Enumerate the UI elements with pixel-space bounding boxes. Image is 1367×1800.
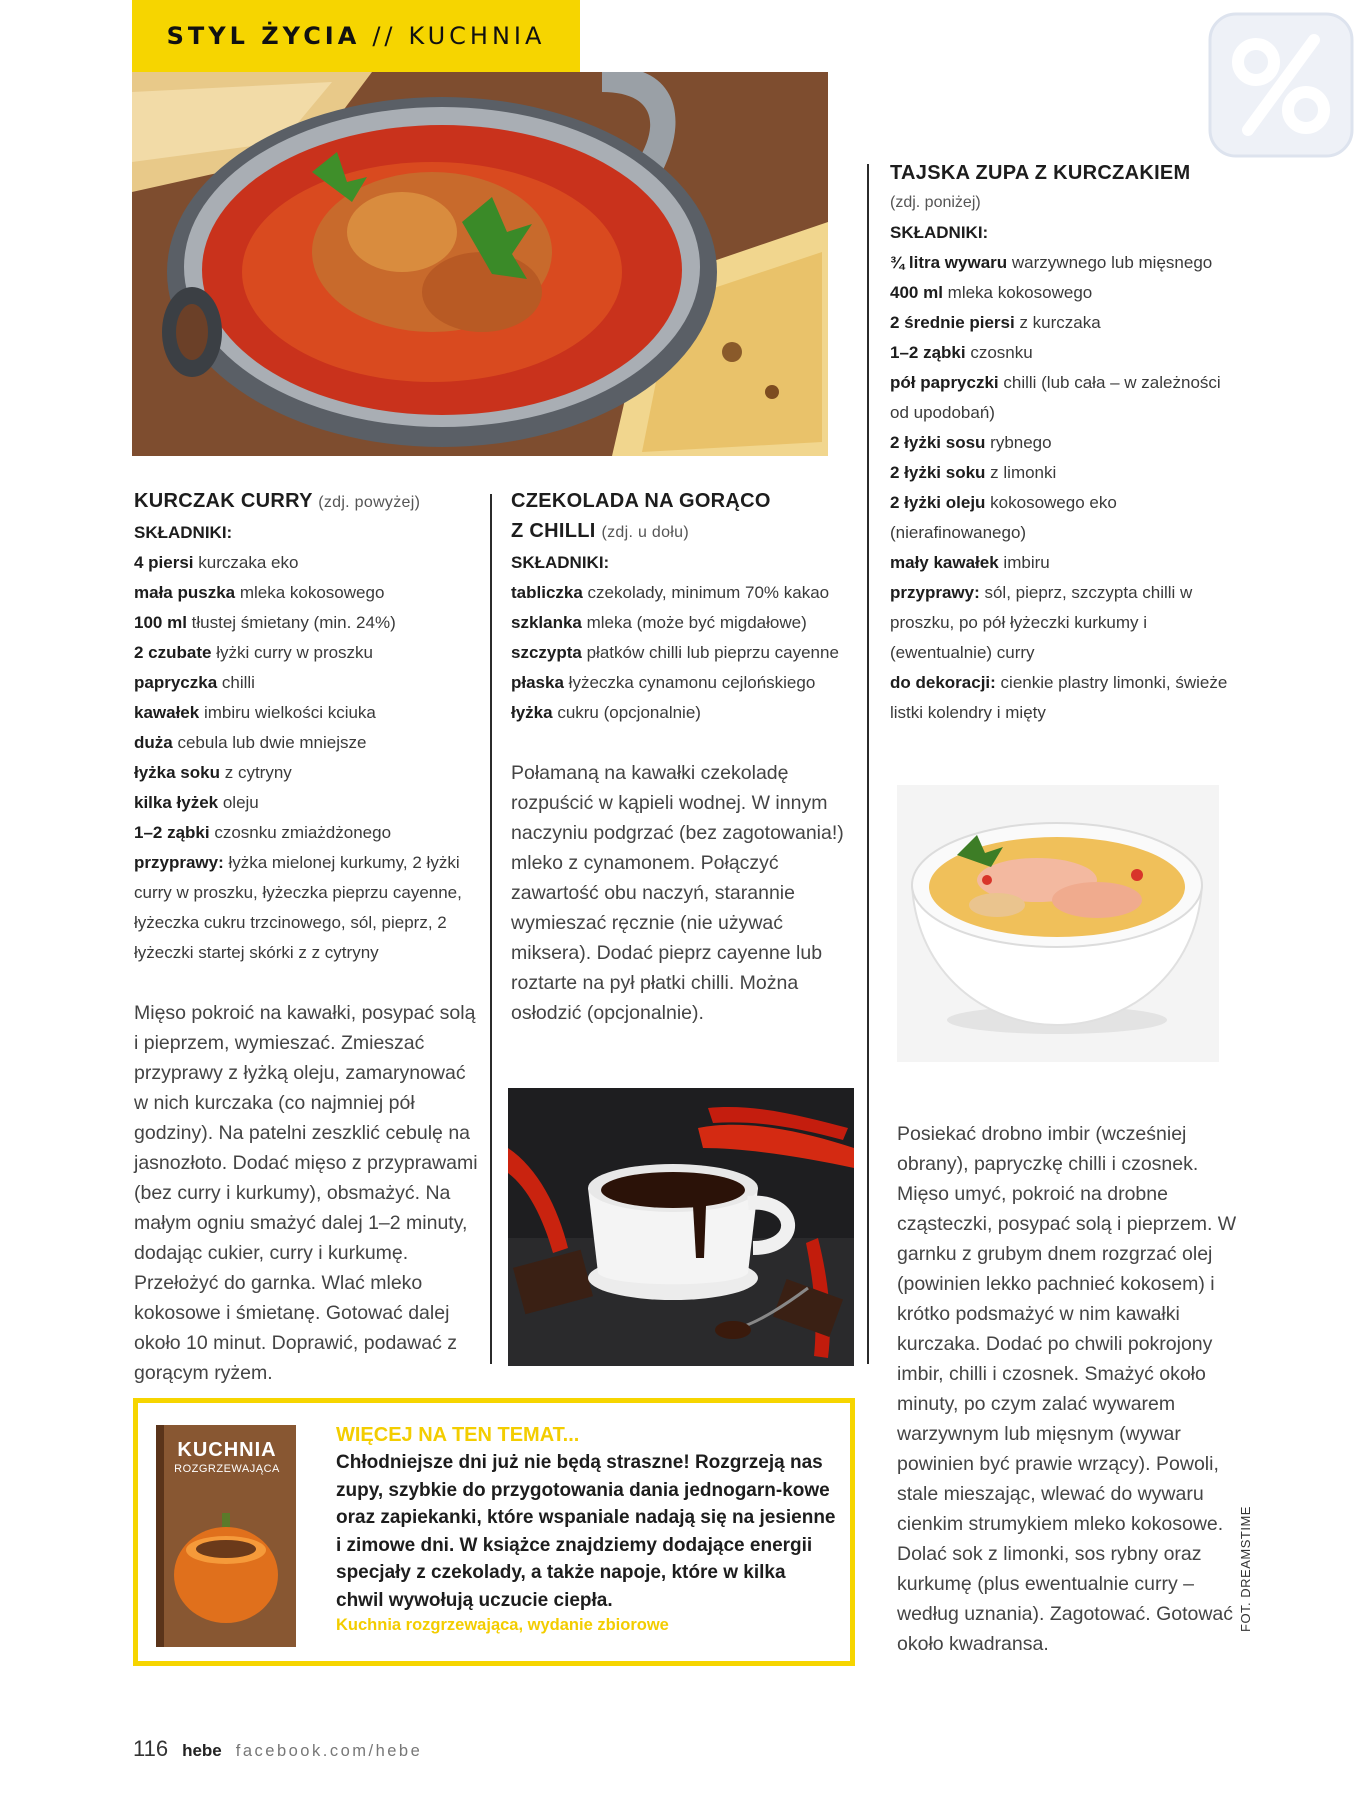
ingredient: szczypta płatków chilli lub pieprzu cayenne (511, 643, 839, 662)
percent-logo-icon (1206, 10, 1356, 160)
column-divider (490, 494, 492, 1364)
magazine-logo: hebe (182, 1741, 222, 1760)
section-name: STYL ŻYCIA (166, 22, 361, 50)
ingredient: 400 ml mleka kokosowego (890, 283, 1093, 302)
ingredient: tabliczka czekolady, minimum 70% kakao (511, 583, 830, 602)
ingredient: pół papryczki chilli (lub cała – w zależności od upodobań) (890, 373, 1221, 422)
recipe-title-line1: CZEKOLADA NA GORĄCO (511, 490, 771, 512)
ingredient: 1–2 ząbki czosnku zmiażdżonego (134, 823, 392, 842)
subsection-name: KUCHNIA (408, 22, 546, 50)
recipe-method: Mięso pokroić na kawałki, posypać solą i pieprzem, wymieszać. Zmieszać przyprawy z łyżką oleju, zamarynować w nich kurczaka (co najmniej pół godziny). Na patelni zeszklić cebulę na jasnozłoto. Dodać mięso z przyprawami (bez curry i kurkumy), obsmażyć. Na małym ogniu smażyć dalej 1–2 minuty, dodając cukier, curry i kurkumę. Przełożyć do garnka. Wlać mleko kokosowe i śmietanę. Gotować dalej około 10 minut. Doprawić, podawać z gorącym ryżem. (134, 1002, 478, 1384)
ingredients-label: SKŁADNIKI: (134, 523, 233, 542)
ingredient: przyprawy: łyżka mielonej kurkumy, 2 łyżki curry w proszku, łyżeczka pieprzu cayenne, łyżeczka cukru trzcinowego, sól, pieprz, 2 łyżeczki startej skórki z z cytryny (134, 853, 462, 962)
ingredients-label: SKŁADNIKI: (511, 553, 610, 572)
ingredient: kilka łyżek oleju (134, 793, 259, 812)
photo-note: (zdj. powyżej) (318, 494, 421, 511)
chocolate-recipe (511, 486, 851, 1028)
curry-recipe (134, 486, 479, 1388)
soup-recipe (890, 158, 1235, 728)
more-info-body: Chłodniejsze dni już nie będą straszne! Rozgrzeją nas zupy, szybkie do przygotowania dania jednogarn-kowe oraz zapiekanki, które wspaniale nadają się na jesienne i zimowe dni. W książce znajdziemy dodające energii specjały z czekolady, a także napoje, które w kilka chwil wywołują uczucie ciepła. (336, 1452, 836, 1611)
soup-method-block (897, 1119, 1242, 1659)
recipe-method: Połamaną na kawałki czekoladę rozpuścić w kąpieli wodnej. W innym naczyniu podgrzać (bez zagotowania!) mleko z cynamonem. Połączyć zawartość obu naczyń, starannie wymieszać ręcznie (nie używać miksera). Dodać pieprz cayenne lub roztarte na pył płatki chilli. Można osłodzić (opcjonalnie). (511, 762, 844, 1024)
photo-credit: FOT. DREAMSTIME (1238, 1506, 1253, 1632)
facebook-link[interactable]: facebook.com/hebe (235, 1742, 423, 1760)
column-divider (867, 164, 869, 1364)
ingredient: łyżka soku z cytryny (134, 763, 292, 782)
ingredient: 2 łyżki soku z limonki (890, 463, 1057, 482)
photo-note: (zdj. u dołu) (601, 524, 689, 541)
ingredient: 2 średnie piersi z kurczaka (890, 313, 1101, 332)
recipe-method: Posiekać drobno imbir (wcześniej obrany), papryczkę chilli i czosnek. Mięso umyć, pokroić na drobne cząsteczki, posypać solą i pieprzem. W garnku z grubym dnem rozgrzać olej (powinien lekko pachnieć kokosem) i krótko podsmażyć w nim kawałki kurczaka. Dodać po chwili pokrojony imbir, chilli i czosnek. Smażyć około minuty, po czym zalać wywarem warzywnym lub mięsnym (wywar powinien być prawie wrzący). Powoli, stale mieszając, wlewać do wywaru cienkim strumykiem mleko kokosowe. Dolać sok z limonki, sos rybny oraz kurkumę (plus ewentualnie curry – według uznania). Zagotować. Gotować około kwadransa. (897, 1123, 1237, 1655)
section-tag (132, 0, 580, 72)
page-footer (133, 1736, 422, 1762)
ingredient: 4 piersi kurczaka eko (134, 553, 299, 572)
more-info-source: Kuchnia rozgrzewająca, wydanie zbiorowe (336, 1616, 669, 1634)
ingredient: łyżka cukru (opcjonalnie) (511, 703, 701, 722)
ingredient: 1–2 ząbki czosnku (890, 343, 1033, 362)
recipe-title: TAJSKA ZUPA Z KURCZAKIEM (890, 162, 1191, 184)
recipe-title-text: KURCZAK CURRY (134, 490, 313, 512)
ingredients-list (134, 548, 479, 968)
ingredient: mała puszka mleka kokosowego (134, 583, 385, 602)
curry-photo (132, 72, 828, 456)
book-title-line2: ROZGRZEWAJĄCA (174, 1463, 280, 1475)
ingredient: szklanka mleka (może być migdałowe) (511, 613, 807, 632)
ingredients-label: SKŁADNIKI: (890, 223, 989, 242)
ingredient: płaska łyżeczka cynamonu cejlońskiego (511, 673, 816, 692)
book-cover (156, 1425, 296, 1647)
section-separator: // (372, 22, 397, 50)
ingredients-list (890, 248, 1235, 728)
page-number: 116 (133, 1736, 169, 1761)
more-info-box (133, 1398, 855, 1666)
ingredient: przyprawy: sól, pieprz, szczypta chilli w proszku, po pół łyżeczki kurkumy i (ewentualnie) curry (890, 583, 1193, 662)
recipe-title-line2: Z CHILLI (511, 520, 596, 542)
chocolate-photo (508, 1088, 854, 1366)
ingredient: papryczka chilli (134, 673, 255, 692)
recipe-title (134, 486, 479, 518)
recipe-title (511, 486, 851, 548)
more-info-text (336, 1421, 836, 1636)
ingredient: mały kawałek imbiru (890, 553, 1050, 572)
ingredient: 2 łyżki sosu rybnego (890, 433, 1052, 452)
book-title-line1: KUCHNIA (177, 1439, 277, 1461)
ingredient: do dekoracji: cienkie plastry limonki, świeże listki kolendry i mięty (890, 673, 1228, 722)
soup-photo (897, 785, 1219, 1062)
ingredients-list (511, 578, 851, 728)
photo-note: (zdj. poniżej) (890, 194, 981, 211)
ingredient: 2 czubate łyżki curry w proszku (134, 643, 374, 662)
ingredient: ¾ litra wywaru warzywnego lub mięsnego (890, 253, 1213, 272)
more-info-heading: WIĘCEJ NA TEN TEMAT... (336, 1424, 580, 1446)
ingredient: kawałek imbiru wielkości kciuka (134, 703, 376, 722)
ingredient: 2 łyżki oleju kokosowego eko (nierafinowanego) (890, 493, 1117, 542)
ingredient: 100 ml tłustej śmietany (min. 24%) (134, 613, 396, 632)
ingredient: duża cebula lub dwie mniejsze (134, 733, 367, 752)
